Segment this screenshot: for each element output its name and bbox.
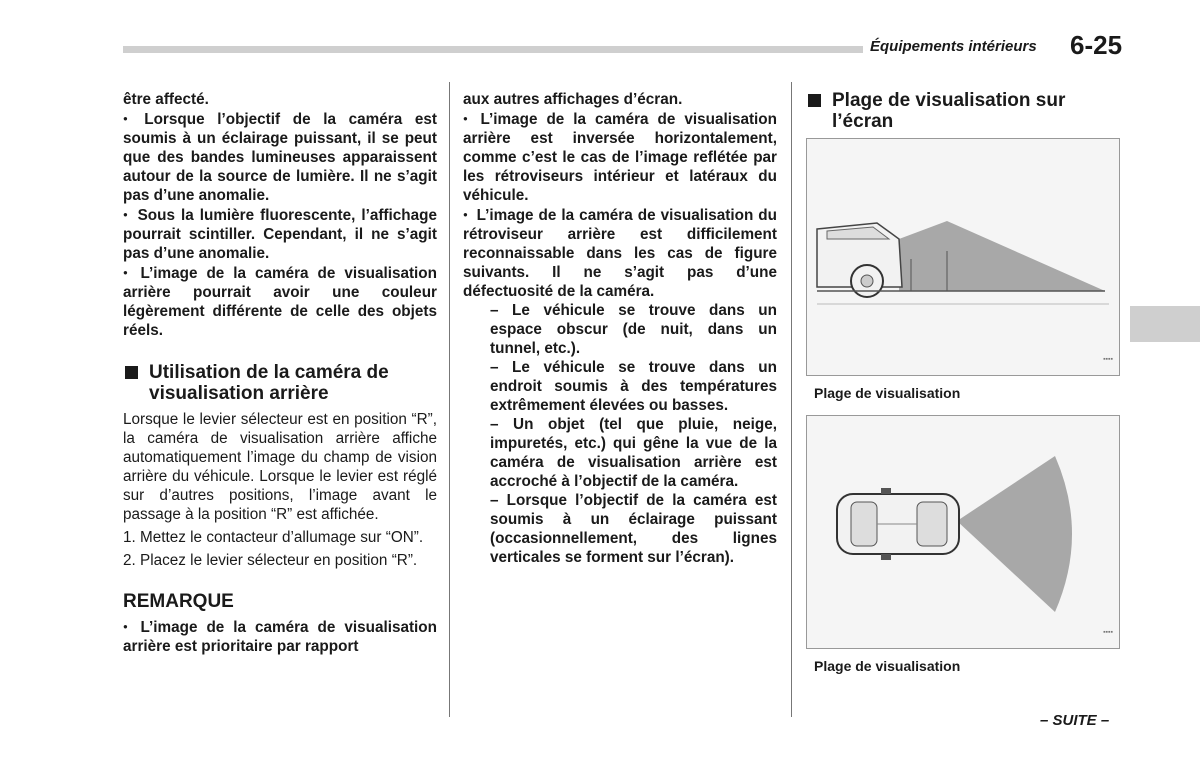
bullet-item: ● Sous la lumière fluorescente, l’affichage pourrait scintiller. Cependant, il ne s’agit pas d’une anomalie. <box>123 205 437 263</box>
section-heading: Utilisation de la caméra de visualisation arrière <box>123 362 437 404</box>
top-view-figure <box>806 415 1120 649</box>
bullet-icon <box>463 207 477 224</box>
bullet-icon <box>123 111 144 128</box>
bullet-icon <box>123 265 141 282</box>
column-divider <box>791 82 792 717</box>
vehicle-top-icon <box>837 488 959 560</box>
bullet-icon <box>123 619 141 636</box>
square-icon <box>808 94 821 107</box>
bullet-icon <box>123 207 138 224</box>
square-icon <box>125 366 138 379</box>
chapter-tab <box>1130 306 1200 342</box>
camera-view-range <box>899 221 1105 291</box>
section-heading: Plage de visualisation sur l’écran <box>806 90 1118 132</box>
body-text: Lorsque le levier sélecteur est en position “R”, la caméra de visualisation arrière affiche automatiquement l’image du champ de vision arrière du véhicule. Lorsque le levier est réglé sur d’autres positions, l’image avant le passage à la position “R” est affichée. <box>123 411 437 523</box>
bullet-item: ● Lorsque l’objectif de la caméra est soumis à un éclairage puissant, il se peut que des bandes lumineuses apparaissent autour de la source de lumière. Il ne s’agit pas d’une anomalie. <box>123 109 437 205</box>
dash-item: – Un objet (tel que pluie, neige, impuretés, etc.) qui gêne la vue de la caméra de visualisation arrière est accroché à l’objectif de la caméra. <box>490 416 777 490</box>
bullet-item: ● L’image de la caméra de visualisation arrière pourrait avoir une couleur légèrement différente de celle des objets réels. <box>123 263 437 340</box>
figure-code: ▪▪▪▪ <box>1103 356 1113 363</box>
remark-title: REMARQUE <box>123 591 234 612</box>
step-item: 1. Mettez le contacteur d’allumage sur “ON”. <box>123 529 424 546</box>
dash-item: – Le véhicule se trouve dans un espace obscur (de nuit, dans un tunnel, etc.). <box>490 302 777 357</box>
paragraph: aux autres affichages d’écran. <box>463 91 683 108</box>
column-1 <box>123 90 437 656</box>
camera-view-range <box>957 456 1072 612</box>
step-item: 2. Placez le levier sélecteur en position “R”. <box>123 552 418 569</box>
paragraph: être affecté. <box>123 91 209 108</box>
figure-caption: Plage de visualisation <box>814 385 961 401</box>
bullet-item: ● L’image de la caméra de visualisation du rétroviseur arrière est difficilement reconnaissable dans les cas de figure suivants. Il ne s’agit pas d’une défectuosité de la caméra. <box>463 205 777 301</box>
continued-marker: – SUITE – <box>1040 712 1110 729</box>
bullet-item: ● L’image de la caméra de visualisation arrière est inversée horizontalement, comme c’est le cas de l’image reflétée par les rétroviseurs intérieur et latéraux du véhicule. <box>463 109 777 205</box>
header-section-title: Équipements intérieurs <box>870 38 1037 55</box>
side-view-diagram <box>807 139 1119 375</box>
figure-code: ▪▪▪▪ <box>1103 629 1113 636</box>
page-number: 6-25 <box>1070 30 1123 60</box>
bullet-item: ● L’image de la caméra de visualisation arrière est prioritaire par rapport <box>123 617 437 656</box>
column-divider <box>449 82 450 717</box>
column-2 <box>463 90 777 567</box>
side-view-figure <box>806 138 1120 376</box>
dash-item: – Lorsque l’objectif de la caméra est soumis à un éclairage puissant (occasionnellement, des lignes verticales se forment sur l’écran). <box>490 492 777 566</box>
top-view-diagram <box>807 416 1119 648</box>
dash-item: – Le véhicule se trouve dans un endroit soumis à des températures extrêmement élevées ou basses. <box>490 359 777 414</box>
header-rule <box>123 46 863 53</box>
bullet-icon <box>463 111 481 128</box>
figure-caption: Plage de visualisation <box>814 658 961 674</box>
column-3 <box>806 90 1118 676</box>
